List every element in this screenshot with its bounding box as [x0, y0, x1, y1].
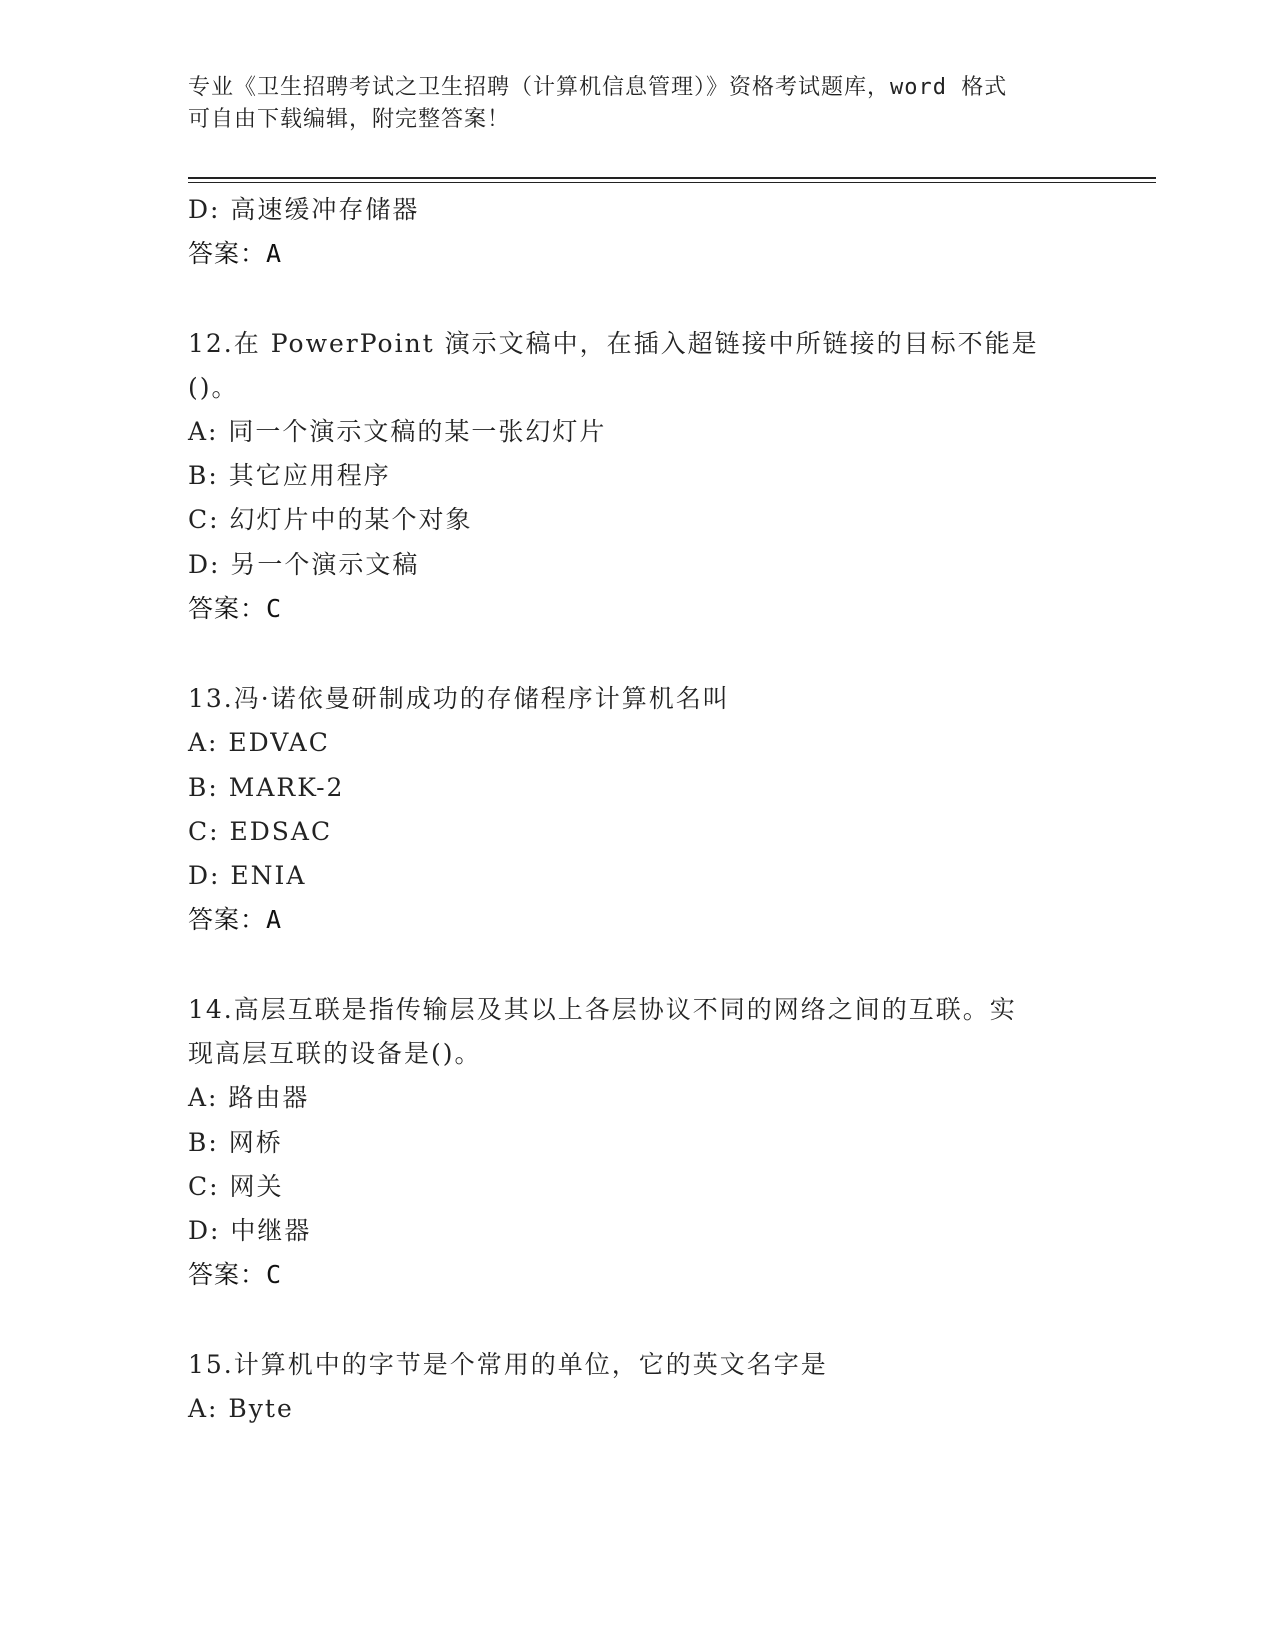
q11-answer: 答案：A	[188, 239, 283, 268]
document-header	[188, 72, 1088, 136]
q14-option-a: A: 路由器	[188, 1083, 310, 1112]
q12-option-c: C: 幻灯片中的某个对象	[188, 505, 473, 534]
q12-option-a: A: 同一个演示文稿的某一张幻灯片	[188, 417, 607, 446]
q11-option-d: D: 高速缓冲存储器	[188, 195, 420, 224]
q13-option-b: B: MARK-2	[188, 773, 345, 802]
header-rule-thin	[188, 182, 1156, 183]
q12-answer: 答案：C	[188, 594, 283, 623]
q14-option-c: C: 网关	[188, 1172, 284, 1201]
q13-answer: 答案：A	[188, 905, 283, 934]
header-rule-thick	[188, 177, 1156, 179]
q13-option-c: C: EDSAC	[188, 817, 333, 846]
q14-stem-line-1: 14.高层互联是指传输层及其以上各层协议不同的网络之间的互联。实	[188, 995, 1017, 1024]
q13-stem-line-1: 13.冯·诺依曼研制成功的存储程序计算机名叫	[188, 684, 730, 713]
q13-option-a: A: EDVAC	[188, 728, 330, 757]
q12-stem-line-2: ()。	[188, 373, 239, 402]
q14-stem-line-2: 现高层互联的设备是()。	[188, 1039, 482, 1068]
q12-option-d: D: 另一个演示文稿	[188, 550, 420, 579]
q14-option-b: B: 网桥	[188, 1128, 283, 1157]
header-line-1: 专业《卫生招聘考试之卫生招聘（计算机信息管理）》资格考试题库，word 格式	[188, 75, 1008, 100]
q12-stem-line-1: 12.在 PowerPoint 演示文稿中，在插入超链接中所链接的目标不能是	[188, 329, 1039, 358]
q13-option-d: D: ENIA	[188, 861, 307, 890]
q12-option-b: B: 其它应用程序	[188, 461, 391, 490]
q15-stem-line-1: 15.计算机中的字节是个常用的单位，它的英文名字是	[188, 1350, 828, 1379]
q15-option-a: A: Byte	[188, 1394, 294, 1423]
header-line-2: 可自由下载编辑，附完整答案！	[188, 107, 511, 132]
q14-answer: 答案：C	[188, 1260, 283, 1289]
q14-option-d: D: 中继器	[188, 1216, 312, 1245]
